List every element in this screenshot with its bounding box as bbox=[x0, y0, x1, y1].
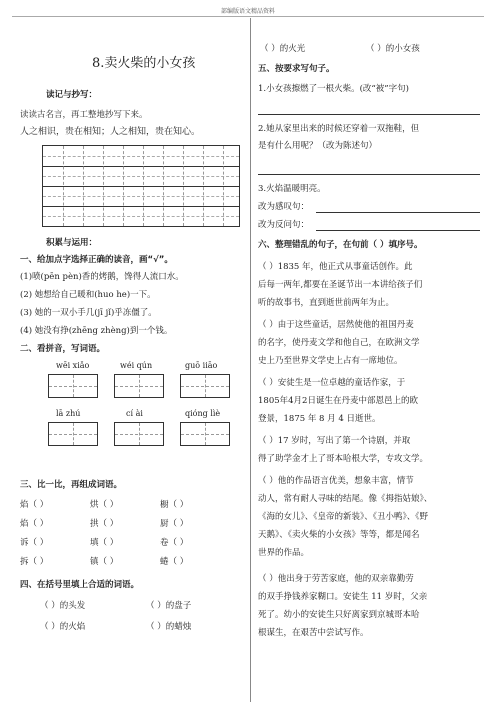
answer-line[interactable] bbox=[316, 230, 480, 231]
q6-line: （ ）1835 年，他正式从事童话创作。此 bbox=[258, 262, 413, 272]
answer-box[interactable] bbox=[180, 374, 230, 398]
compare-word: 填（ ） bbox=[90, 538, 119, 548]
q6-line: （ ）他出身于劳苦家庭，他的双亲靠勤劳 bbox=[258, 574, 414, 584]
lesson-title: 8.卖火柴的小女孩 bbox=[92, 56, 196, 71]
fill-phrase: （ ）的小女孩 bbox=[366, 44, 420, 54]
q6-line: （ ）安徒生是一位卓越的童话作家，于 bbox=[258, 378, 406, 388]
q6-line: 世界的作品。 bbox=[258, 548, 310, 558]
header-rule bbox=[12, 16, 484, 17]
q1-item: (4) 她没有挣(zhēng zhèng)到一个钱。 bbox=[20, 326, 173, 336]
q1-item: (1)喷(pēn pèn)香的烤鹅，馋得人流口水。 bbox=[20, 272, 184, 282]
compare-word: 橱（ ） bbox=[160, 500, 189, 510]
pinyin-label: guō iiāo bbox=[185, 361, 218, 370]
pinyin-label: cí ài bbox=[126, 409, 143, 418]
compare-word: 卷（ ） bbox=[160, 538, 189, 548]
compare-word: 拆（ ） bbox=[20, 557, 49, 567]
q4-heading: 四、在括号里填上合适的词语。 bbox=[20, 580, 140, 590]
answer-box[interactable] bbox=[48, 374, 98, 398]
q6-line: （ ）由于这些童话，居然使他的祖国丹麦 bbox=[258, 320, 414, 330]
q5-prompt: 改为感叹句： bbox=[258, 202, 310, 212]
copy-instruction: 读读古名言，再工整地抄写下来。 bbox=[20, 110, 148, 120]
page-header: 部编版语文精品资料 bbox=[220, 8, 275, 15]
q6-line: （ ）他的作品语言优美，想象丰富，情节 bbox=[258, 476, 414, 486]
q1-item: (2) 她想给自己暖和(huo he)一下。 bbox=[20, 290, 156, 300]
pinyin-label: qióng lìè bbox=[185, 409, 221, 418]
section-accumulate: 积累与运用： bbox=[46, 238, 98, 248]
section-read-copy: 读记与抄写： bbox=[46, 90, 98, 100]
q5-item: 是有什么用呢？（改为陈述句） bbox=[258, 141, 378, 151]
q1-heading: 一、给加点字选择正确的读音，画“√”。 bbox=[20, 255, 173, 265]
answer-line[interactable] bbox=[258, 114, 480, 115]
q6-line: 死了。幼小的安徒生只好离家到京城哥本哈 bbox=[258, 610, 420, 620]
q5-item: 2.她从家里出来的时候还穿着一双拖鞋，但 bbox=[258, 124, 420, 134]
q5-item: 1.小女孩擦燃了一根火柴。(改“被”字句) bbox=[258, 84, 409, 94]
q6-line: 天鹅》、《卖火柴的小女孩》等等，都是闻名 bbox=[258, 530, 420, 540]
answer-box[interactable] bbox=[114, 374, 164, 398]
fill-phrase: （ ）的头发 bbox=[40, 601, 86, 611]
q6-line: 听的故事书，直到逝世前两年为止。 bbox=[258, 298, 395, 308]
compare-word: 焰（ ） bbox=[20, 500, 49, 510]
q6-line: 《海的女儿》、《皇帝的新装》、《丑小鸭》、《野 bbox=[258, 512, 429, 522]
answer-line[interactable] bbox=[258, 174, 480, 175]
compare-word: 蜷（ ） bbox=[160, 557, 189, 567]
fill-phrase: （ ）的火焰 bbox=[40, 622, 86, 632]
q6-line: 的名字，使丹麦文学和他自己，在欧洲文学 bbox=[258, 338, 420, 348]
compare-word: 诉（ ） bbox=[20, 538, 49, 548]
q6-line: 得了助学金才上了哥本哈根大学，专攻文学。 bbox=[258, 454, 429, 464]
answer-box[interactable] bbox=[114, 422, 164, 446]
q6-line: 史上乃至世界文学史上占有一席地位。 bbox=[258, 356, 403, 366]
q6-heading: 六、整理错乱的句子，在句前（ ）填序号。 bbox=[258, 240, 423, 250]
compare-word: 烘（ ） bbox=[90, 500, 119, 510]
q2-heading: 二、看拼音，写词语。 bbox=[20, 344, 106, 354]
fill-phrase: （ ）的盘子 bbox=[146, 601, 192, 611]
pinyin-label: wēi xiǎo bbox=[56, 361, 90, 370]
pinyin-label: wéi qún bbox=[120, 361, 153, 370]
q5-item: 3.火焰温暖明亮。 bbox=[258, 184, 326, 194]
compare-word: 拱（ ） bbox=[90, 519, 119, 529]
compare-word: 焰（ ） bbox=[20, 519, 49, 529]
compare-word: 厨（ ） bbox=[160, 519, 189, 529]
column-divider bbox=[250, 18, 251, 702]
q6-line: 根谋生，在艰苦中尝试写作。 bbox=[258, 628, 369, 638]
answer-line[interactable] bbox=[316, 212, 480, 213]
answer-box[interactable] bbox=[48, 422, 98, 446]
q1-item: (3) 她的一双小手几(jī jǐ)乎冻僵了。 bbox=[20, 308, 157, 318]
copy-quote: 人之相识，贵在相知；人之相知，贵在知心。 bbox=[20, 127, 201, 137]
q6-line: （ ）17 岁时，写出了第一个诗剧，并取 bbox=[258, 436, 411, 446]
answer-box[interactable] bbox=[180, 422, 230, 446]
compare-word: 镇（ ） bbox=[90, 557, 119, 567]
copy-writing-grid[interactable] bbox=[42, 145, 240, 227]
q6-line: 动人，常有耐人寻味的结尾。像《拇指姑娘》、 bbox=[258, 494, 433, 504]
q6-line: 登景，1875 年 8 月 4 日逝世。 bbox=[258, 414, 381, 424]
q3-heading: 三、比一比，再组成词语。 bbox=[20, 480, 123, 490]
q5-prompt: 改为反问句： bbox=[258, 220, 310, 230]
fill-phrase: （ ）的蜡烛 bbox=[146, 622, 192, 632]
q6-line: 的双手挣钱养家糊口。安徒生 11 岁时，父亲 bbox=[258, 592, 428, 602]
pinyin-label: lā zhú bbox=[56, 409, 81, 418]
q6-line: 后每一两年,都要在圣诞节出一本讲给孩子们 bbox=[258, 280, 423, 290]
q5-heading: 五、按要求写句子。 bbox=[258, 64, 335, 74]
q6-line: 1805年4月2日诞生在丹麦中部恩邑上的欧 bbox=[258, 396, 418, 406]
fill-phrase: （ ）的火光 bbox=[260, 44, 306, 54]
